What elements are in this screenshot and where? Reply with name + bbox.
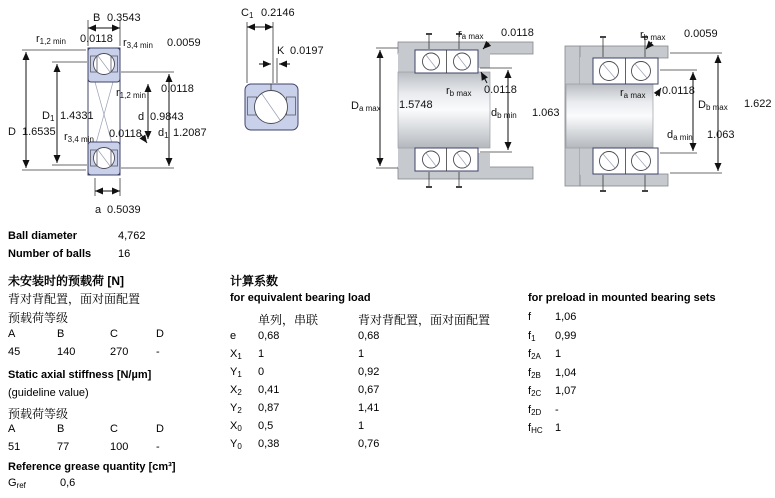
general-data-block <box>8 230 230 495</box>
factors-col1-header: 单列，串联 <box>258 313 319 327</box>
dim-value-ra-max-2: 0.0118 <box>662 85 695 97</box>
dim-value-d: 0.9843 <box>150 111 184 123</box>
dim-value-Db-max: 1.622 <box>744 98 772 110</box>
stiffness-values-row: 51 77 100 - <box>8 441 160 453</box>
factors-heading-cn: 计算系数 <box>230 274 279 288</box>
preload-factor-row-f2A: $f_{2A}$ 1 <box>528 348 562 361</box>
dim-label-rb-max-2: $r_{b max}$ <box>640 29 666 42</box>
factor-row-Y1: $Y_1$ 0 0,92 <box>230 366 380 379</box>
dim-value-Da-max: 1.5748 <box>399 99 433 111</box>
grease-value: 0,6 <box>60 477 76 489</box>
grease-symbol: $G_{ref}$ <box>8 477 26 490</box>
stiffness-subtitle-2: 预载荷等级 <box>8 407 69 421</box>
dim-label-D: D <box>8 126 16 138</box>
dim-value-d1: 1.2087 <box>173 127 207 139</box>
preload-subtitle-2: 预载荷等级 <box>8 311 69 325</box>
dim-label-K: K <box>277 45 285 57</box>
dim-label-r34-top: $r_{3,4 min}$ <box>123 37 153 50</box>
dim-value-r12-bore: 0.0118 <box>161 83 194 95</box>
dim-label-d: d <box>138 111 145 123</box>
dim-label-D1: $D_1$ <box>42 110 55 123</box>
factors-column-headers <box>230 311 520 330</box>
dim-value-db-min: 1.063 <box>532 107 560 119</box>
dim-value-D: 1.6535 <box>22 126 56 138</box>
preload-factor-row-f2B: $f_{2B}$ 1,04 <box>528 366 577 380</box>
ball-diameter-row <box>8 230 230 248</box>
preload-subtitle-1: 背对背配置，面对面配置 <box>8 292 141 306</box>
preload-values-row: 45 140 270 - <box>8 346 160 358</box>
preload-factor-row-f2D: $f_{2D}$ - <box>528 403 559 417</box>
preload-factors-block <box>528 292 768 441</box>
dim-label-C1: $C_1$ <box>241 7 254 20</box>
dim-value-a: 0.5039 <box>107 204 141 216</box>
dim-label-B: B <box>93 12 101 24</box>
dim-value-r34-top: 0.0059 <box>167 37 201 49</box>
dim-value-rb-max-2: 0.0059 <box>684 28 718 40</box>
preload-class-header-row: A B C D <box>8 328 164 340</box>
dim-label-r34-bore: $r_{3,4 min}$ <box>64 131 94 144</box>
dim-value-r12-top: 0.0118 <box>80 33 113 45</box>
preload-heading: 未安装时的预载荷 [N] <box>8 274 124 288</box>
preload-factor-row-f1: $f_1$ 0,99 <box>528 329 577 343</box>
dim-label-Db-max: $D_{b max}$ <box>698 99 728 112</box>
dim-value-D1: 1.4331 <box>60 110 94 122</box>
dim-value-r34-bore: 0.0118 <box>109 128 142 140</box>
dim-value-K: 0.0197 <box>290 45 324 57</box>
grease-heading: Reference grease quantity [cm³] <box>8 461 176 473</box>
dim-value-B: 0.3543 <box>107 12 141 24</box>
dim-label-d1: $d_1$ <box>158 127 169 140</box>
factor-row-X0: $X_0$ 0,5 1 <box>230 420 365 433</box>
dim-label-db-min: $d_{b min}$ <box>491 107 517 120</box>
dim-value-C1: 0.2146 <box>261 7 295 19</box>
dim-value-da-min: 1.063 <box>707 129 735 141</box>
calculation-factors-block <box>230 272 520 456</box>
ball-diameter-label: Ball diameter <box>8 230 78 242</box>
preload-factor-row-fHC: $f_{HC}$ 1 <box>528 422 562 435</box>
number-of-balls-row <box>8 248 230 266</box>
dim-label-Da-max: $D_{a max}$ <box>351 100 381 113</box>
factor-row-X1: $X_1$ 1 1 <box>230 348 365 361</box>
ball-diameter-value: 4,762 <box>118 230 146 242</box>
dim-value-rb-max: 0.0118 <box>484 84 517 96</box>
dim-label-a: a <box>95 204 102 216</box>
factor-row-Y0: $Y_0$ 0,38 0,76 <box>230 438 380 451</box>
drawing-single-bearing-front <box>245 22 298 130</box>
factor-row-Y2: $Y_2$ 0,87 1,41 <box>230 402 380 415</box>
preload-factor-row-f2C: $f_{2C}$ 1,07 <box>528 385 577 398</box>
dim-label-rb-max: $r_{b max}$ <box>446 85 472 98</box>
dim-value-ra-max: 0.0118 <box>501 27 534 39</box>
dim-label-ra-max-2: $r_{a max}$ <box>620 87 646 100</box>
preload-factor-row-f: f 1,06 <box>528 311 577 323</box>
stiffness-heading: Static axial stiffness [N/µm] <box>8 369 152 381</box>
number-of-balls-label: Number of balls <box>8 248 92 260</box>
dim-label-r12-top: $r_{1,2 min}$ <box>36 33 66 46</box>
dim-label-ra-max: $r_{a max}$ <box>458 28 484 41</box>
factor-row-X2: $X_2$ 0,41 0,67 <box>230 384 380 397</box>
factors-heading-en: for equivalent bearing load <box>230 292 371 304</box>
stiffness-class-header-row: A B C D <box>8 423 164 435</box>
factors-col2-header: 背对背配置，面对面配置 <box>358 313 491 327</box>
dim-label-r12-bore: $r_{1,2 min}$ <box>116 87 146 100</box>
drawing-arrangement-face-to-face <box>565 36 722 192</box>
dim-label-da-min: $d_{a min}$ <box>667 129 693 142</box>
preload-factors-heading: for preload in mounted bearing sets <box>528 292 716 304</box>
grease-quantity-row <box>8 477 230 495</box>
stiffness-subtitle-1: (guideline value) <box>8 387 89 399</box>
number-of-balls-value: 16 <box>118 248 131 260</box>
factor-row-e: e 0,68 0,68 <box>230 330 380 342</box>
